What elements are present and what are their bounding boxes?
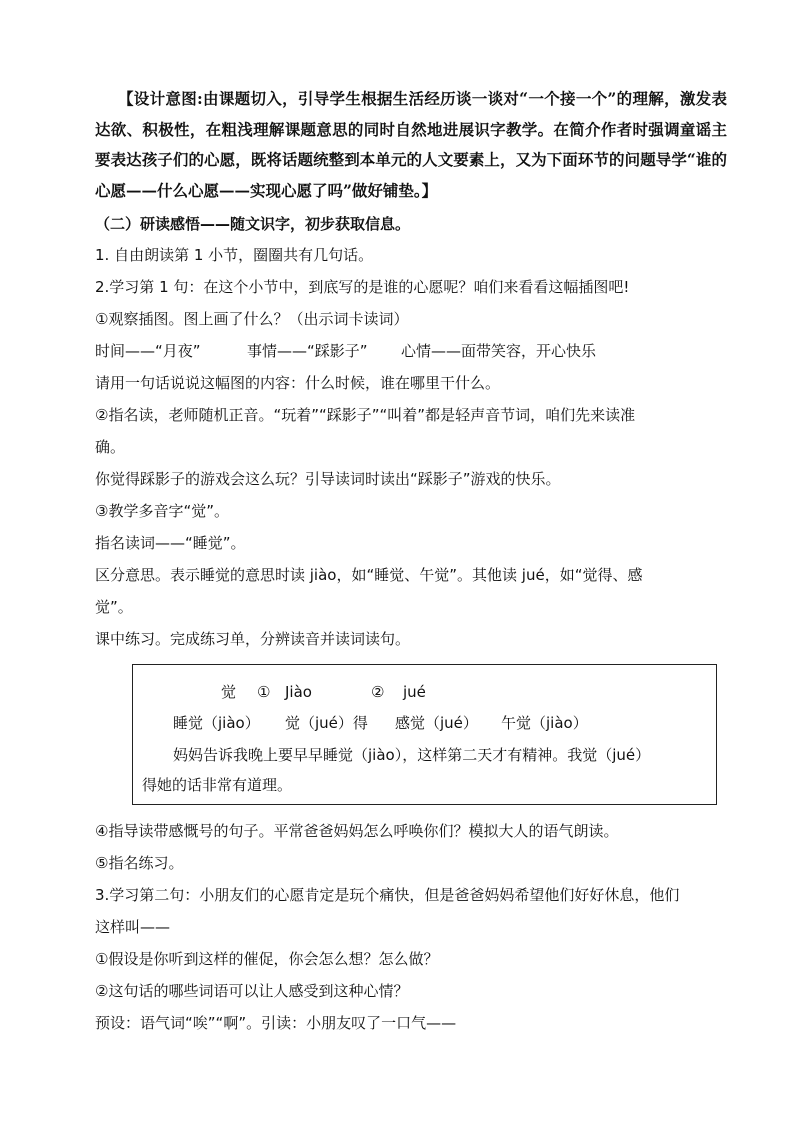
paragraph-4: 请用一句话说说这幅图的内容：什么时候，谁在哪里干什么。 [95,374,501,392]
paragraph-3: ①观察插图。图上画了什么？（出示词卡读词） [95,310,409,328]
section-heading: （二）研读感悟——随文识字，初步获取信息。 [95,215,411,233]
paragraph-9-line-2: 觉”。 [95,598,133,616]
exercise-word-1: 睡觉（jiào） [173,714,260,732]
paragraph-15: ②这句话的哪些词语可以让人感受到这种心情？ [95,982,409,1000]
exercise-word-2: 觉（jué）得 [285,714,368,732]
paragraph-5-line-2: 确。 [95,438,126,456]
exercise-word-3: 感觉（jué） [395,714,478,732]
exercise-char: 觉 [221,683,237,701]
info-event: 事情——“踩影子” [247,342,368,360]
exercise-opt1-mark: ① [257,683,271,701]
paragraph-2: 2.学习第 1 句：在这个小节中，到底写的是谁的心愿呢？咱们来看看这幅插图吧! [95,278,630,296]
paragraph-7: ③教学多音字“觉”。 [95,502,229,520]
info-time: 时间——“月夜” [95,342,201,360]
paragraph-14: ①假设是你听到这样的催促，你会怎么想？怎么做？ [95,950,439,968]
paragraph-10: 课中练习。完成练习单，分辨读音并读词读句。 [95,630,411,648]
exercise-opt2-pinyin: jué [403,683,426,701]
paragraph-13-line-1: 3.学习第二句：小朋友们的心愿肯定是玩个痛快，但是爸爸妈妈希望他们好好休息，他们 [95,886,680,904]
paragraph-13-line-2: 这样叫—— [95,918,171,936]
paragraph-8: 指名读词——“睡觉”。 [95,534,246,552]
paragraph-11: ④指导读带感慨号的句子。平常爸爸妈妈怎么呼唤你们？模拟大人的语气朗读。 [95,822,619,840]
exercise-opt1-pinyin: Jiào [285,683,312,701]
paragraph-12: ⑤指名练习。 [95,854,184,872]
paragraph-5-line-1: ②指名读，老师随机正音。“玩着”“踩影子”“叫着”都是轻声音节词，咱们先来读准 [95,406,636,424]
paragraph-1: 1. 自由朗读第 1 小节，圈圈共有几句话。 [95,246,374,264]
exercise-opt2-mark: ② [371,683,385,701]
design-intent-paragraph: 【设计意图:由课题切入，引导学生根据生活经历谈一谈对“一个接一个”的理解，激发表达欲、积极性，在粗浅理解课题意思的同时自然地进展识字教学。在简介作者时强调童谣主要表达孩子们的心愿，既将话题统整到本单元的人文要素上，又为下面环节的问题导学“谁的心愿——什么心愿——实现心愿了吗”做好铺垫。】 [95,89,727,200]
exercise-word-4: 午觉（jiào） [501,714,588,732]
exercise-options-row [221,682,426,702]
paragraph-9-line-1: 区分意思。表示睡觉的意思时读 jiào，如“睡觉、午觉”。其他读 jué，如“觉得、感 [95,566,643,584]
exercise-box [132,664,717,805]
paragraph-16: 预设：语气词“唉”“啊”。引读：小朋友叹了一口气—— [95,1014,457,1032]
paragraph-6: 你觉得踩影子的游戏会这么玩？引导读词时读出“踩影子”游戏的快乐。 [95,470,561,488]
info-mood: 心情——面带笑容，开心快乐 [401,342,597,360]
exercise-words-row [173,713,588,733]
exercise-sentence-line-1: 妈妈告诉我晚上要早早睡觉（jiào），这样第二天才有精神。我觉（jué） [173,746,651,764]
info-row [95,341,735,361]
exercise-sentence-line-2: 得她的话非常有道理。 [142,776,293,794]
